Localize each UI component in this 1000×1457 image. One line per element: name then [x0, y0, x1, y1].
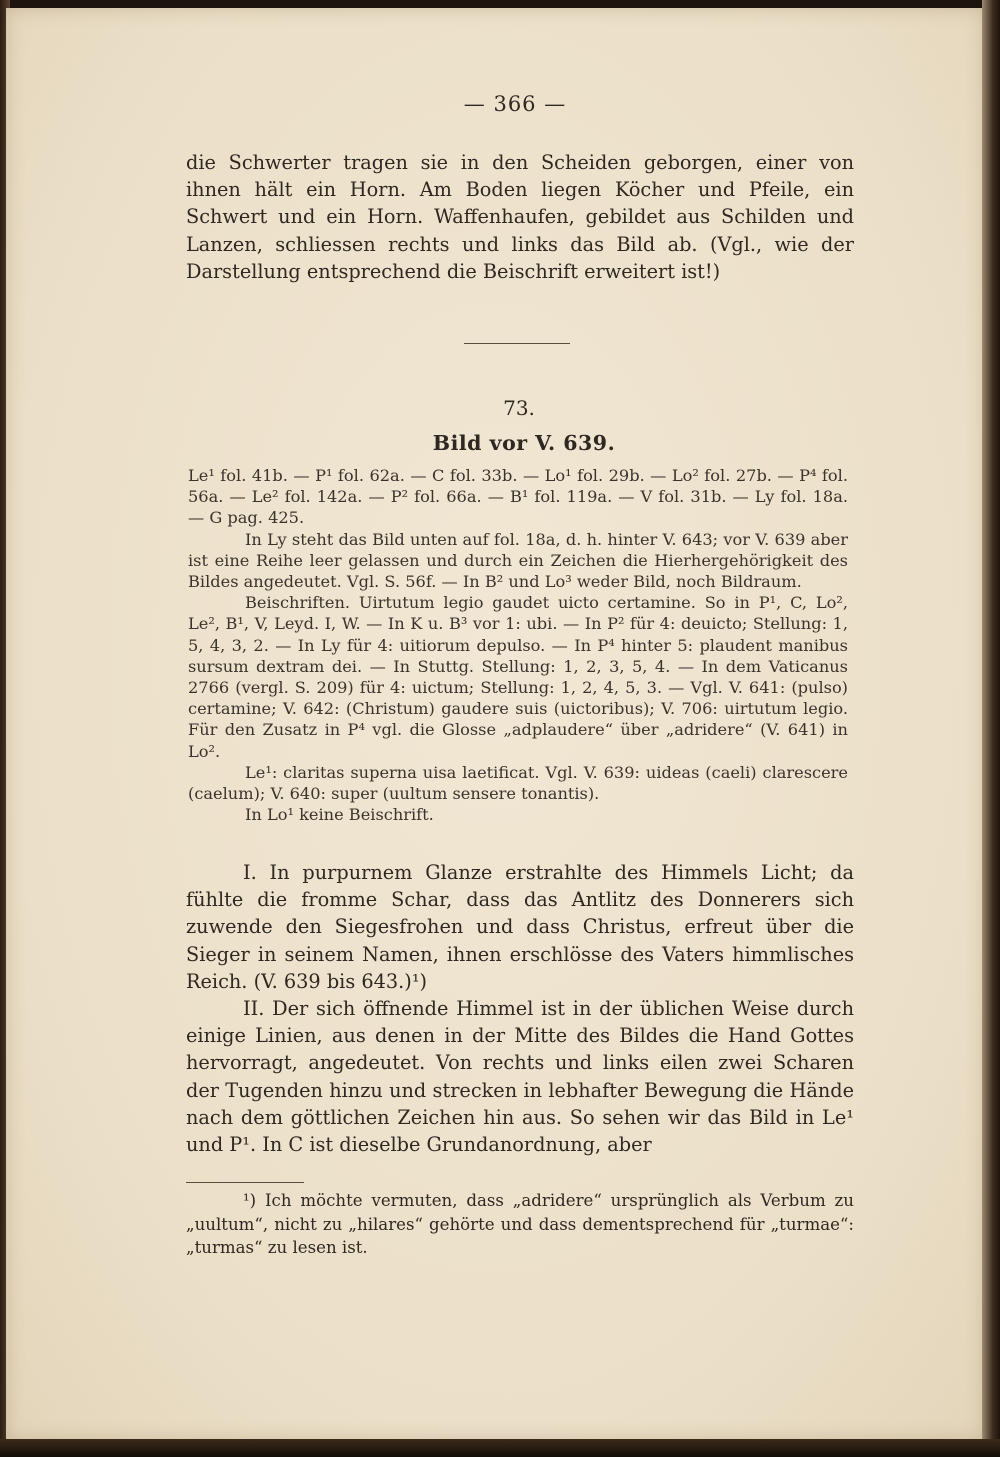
- page-number: — 366 —: [463, 92, 567, 116]
- footnote: ¹) Ich möchte vermuten, dass „adridere“ ursprünglich als Verbum zu „uultum“, nicht zu „hilares“ gehörte und dass dementsprechend für „turmae“: „turmas“ zu lesen ist.: [186, 1191, 854, 1257]
- body-text: [186, 859, 854, 1158]
- body-paragraph-2: II. Der sich öffnende Himmel ist in der üblichen Weise durch einige Linien, aus denen in der Mitte des Bildes die Hand Gottes hervorragt, angedeutet. Von rechts und links eilen zwei Scharen der Tugenden hinzu und strecken in lebhafter Bewegung die Hände nach dem göttlichen Zeichen hin aus. So sehen wir das Bild in Le¹ und P¹. In C ist dieselbe Grundanordnung, aber: [186, 997, 854, 1157]
- note-le1: Le¹: claritas superna uisa laetificat. Vgl. V. 639: uideas (caeli) clarescere (caelum); V. 640: super (uultum sensere tonantis).: [188, 762, 848, 804]
- note-beischriften: Beischriften. Uirtutum legio gaudet uicto certamine. So in P¹, C, Lo², Le², B¹, V, Leyd. I, W. — In K u. B³ vor 1: ubi. — In P² für 4: deuicto; Stellung: 1, 5, 4, 3, 2. — In Ly für 4: uitiorum depulso. — In P⁴ hinter 5: plaudent manibus sursum dextram dei. — In Stuttg. Stellung: 1, 2, 3, 5, 4. — In dem Vaticanus 2766 (vergl. S. 209) für 4: uictum; Stellung: 1, 2, 4, 5, 3. — Vgl. V. 641: (pulso) certamine; V. 642: (Christum) gaudere suis (uictoribus); V. 706: uirtutum legio. Für den Zusatz in P⁴ vgl. die Glosse „adplaudere“ über „adridere“ (V. 641) in Lo².: [188, 593, 848, 761]
- section-number: 73.: [503, 396, 535, 420]
- section-title: Bild vor V. 639.: [432, 431, 616, 455]
- body-paragraph-1: I. In purpurnem Glanze erstrahlte des Himmels Licht; da fühlte die fromme Schar, dass das Antlitz des Donnerers sich zuwende den Siegesfrohen und dass Christus, erfreut über die Sieger in seinem Namen, ihnen erschlösse des Vaters himmlisches Reich. (V. 639 bis 643.)¹): [186, 861, 854, 993]
- manuscript-notes: [188, 465, 848, 825]
- footnote-rule: [186, 1182, 304, 1183]
- section-divider: [464, 343, 570, 344]
- page-edge-bottom: [0, 1439, 1000, 1457]
- page-edge-right: [982, 0, 1000, 1457]
- intro-paragraph: die Schwerter tragen sie in den Scheiden geborgen, einer von ihnen hält ein Horn. Am Boden liegen Köcher und Pfeile, ein Schwert und ein Horn. Waffenhaufen, gebildet aus Schilden und Lanzen, schliessen rechts und links das Bild ab. (Vgl., wie der Darstellung entsprechend die Beischrift erweitert ist!): [186, 151, 854, 283]
- note-folios: Le¹ fol. 41b. — P¹ fol. 62a. — C fol. 33b. — Lo¹ fol. 29b. — Lo² fol. 27b. — P⁴ fol. 56a. — Le² fol. 142a. — P² fol. 66a. — B¹ fol. 119a. — V fol. 31b. — Ly fol. 18a. — G pag. 425.: [188, 466, 848, 528]
- note-ly: In Ly steht das Bild unten auf fol. 18a, d. h. hinter V. 643; vor V. 639 aber ist eine Reihe leer gelassen und durch ein Zeichen die Hierhergehörigkeit des Bildes angedeutet. Vgl. S. 56f. — In B² und Lo³ weder Bild, noch Bildraum.: [188, 529, 848, 592]
- note-lo1: In Lo¹ keine Beischrift.: [245, 805, 434, 825]
